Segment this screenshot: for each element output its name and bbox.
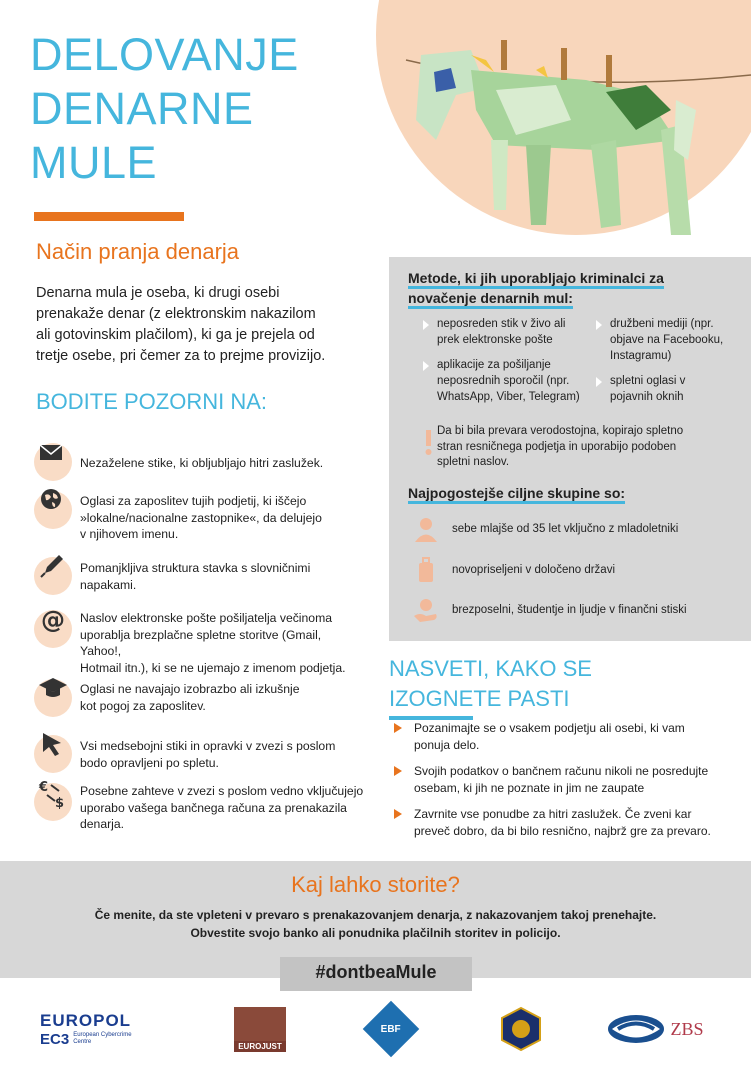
target-item	[412, 556, 615, 584]
method-line: prek elektronske pošte	[437, 334, 553, 346]
svg-text:$: $	[55, 796, 65, 809]
attention-item	[34, 443, 364, 481]
intro-line: ali gotovinskim plačilom), ki ga je prejela od	[36, 327, 315, 343]
attention-item	[34, 606, 364, 676]
method-item	[596, 373, 746, 405]
title-line-2: DENARNE	[30, 83, 254, 134]
coin-hand-icon	[412, 596, 440, 624]
tips-heading-line: IZOGNETE PASTI	[389, 686, 570, 711]
attention-item-line: uporabo vašega bančnega računa za prenakazila	[80, 800, 347, 815]
attention-item-line: Naslov elektronske pošte pošiljatelja večinoma	[80, 611, 333, 625]
targets-heading	[408, 483, 625, 503]
target-item	[412, 515, 678, 543]
methods-heading	[408, 268, 738, 308]
attention-item	[34, 679, 364, 717]
methods-heading-line: novačenje denarnih mul:	[408, 290, 573, 309]
attention-item-line: »lokalne/nacionalne zastopnike«, da delujejo	[80, 510, 322, 525]
header-illustration	[376, 0, 751, 250]
method-line: neposreden stik v živo ali	[437, 318, 566, 330]
target-text: novopriseljeni v določeno državi	[452, 564, 616, 576]
zbs-logo-text: ZBS	[670, 1018, 704, 1039]
tip-line: Pozanimajte se o vsakem podjetju ali osebi, ki vam	[414, 721, 685, 735]
targets-heading-text: Najpogostejše ciljne skupine so:	[408, 485, 625, 504]
attention-item	[34, 780, 364, 833]
luggage-icon	[412, 556, 440, 584]
section-heading-laundering: Način pranja denarja	[36, 239, 240, 264]
currency-exchange-icon	[34, 780, 72, 821]
target-text: brezposelni, študentje in ljudje v finančni stiski	[452, 604, 687, 616]
warning-line: stran resničnega podjetja in uporabijo podoben	[437, 440, 677, 453]
envelope-icon	[34, 443, 72, 481]
attention-item	[34, 735, 364, 773]
action-line: Obvestite svojo banko ali ponudnika plačilnih storitev in policijo.	[190, 926, 561, 940]
tip-line: Zavrnite vse ponudbe za hitri zaslužek. Če zveni kar	[414, 807, 692, 821]
tips-heading-line: NASVETI, KAKO SE	[389, 656, 592, 681]
tip-item	[394, 806, 734, 839]
tip-item	[394, 720, 734, 753]
warning-line: spletni naslov.	[437, 456, 510, 468]
intro-line: tretje osebe, pri čemer za to prejme provizijo.	[36, 348, 326, 364]
method-line: WhatsApp, Viber, Telegram)	[437, 391, 580, 403]
europol-logo-text: EUROPOL	[40, 1010, 132, 1030]
method-line: objave na Facebooku,	[610, 334, 724, 346]
target-text: sebe mlajše od 35 let vključno z mladoletniki	[452, 523, 679, 535]
methods-column-1	[423, 316, 593, 414]
ebf-logo-text: EBF	[381, 1023, 401, 1035]
tip-item	[394, 763, 734, 796]
method-item	[596, 316, 746, 364]
intro-paragraph	[36, 283, 356, 367]
svg-text:@: @	[41, 606, 65, 634]
attention-item-line: Posebne zahteve v zvezi s poslom vedno vključujejo	[80, 784, 364, 798]
warning-text	[437, 424, 737, 471]
europol-logo[interactable]	[40, 1003, 170, 1055]
method-item	[423, 316, 593, 348]
attention-item	[34, 491, 364, 543]
methods-column-2	[596, 316, 746, 414]
intro-line: Denarna mula je oseba, ki drugi osebi	[36, 285, 280, 301]
pen-nib-icon	[34, 557, 72, 595]
globe-icon	[34, 491, 72, 529]
attention-item-line: Vsi medsebojni stiki in opravki v zvezi s poslom	[80, 739, 336, 753]
zbs-logo[interactable]	[600, 1003, 710, 1055]
attention-item-line: Pomanjkljiva struktura stavka s slovničnimi	[80, 561, 311, 575]
ec3-logo-text: EC3	[40, 1030, 70, 1048]
attention-item-line: napakami.	[80, 577, 137, 592]
attention-item-line: bodo opravljeni po spletu.	[80, 755, 219, 770]
action-line: Če menite, da ste vpleteni v prevaro s prenakazovanjem denarja, z nakazovanjem takoj prenehajte.	[94, 908, 657, 922]
attention-item-line: Oglasi za zaposlitev tujih podjetij, ki iščejo	[80, 494, 307, 508]
hashtag-label: #dontbeaMule	[280, 957, 472, 991]
attention-item-line: Oglasi ne navajajo izobrazbo ali izkušnje	[80, 682, 300, 696]
youth-icon	[412, 515, 440, 543]
method-line: pojavnih oknih	[610, 391, 684, 403]
at-sign-icon	[34, 606, 72, 648]
attention-item-line: Nezaželene stike, ki obljubljajo hitri zaslužek.	[80, 456, 324, 470]
intro-line: prenakaže denar (z elektronskim nakazilom	[36, 306, 316, 322]
attention-item	[34, 557, 364, 595]
attention-item-line: uporablja brezplačne spletne storitve (Gmail, Yahoo!,	[80, 627, 322, 658]
eurojust-logo-text: EUROJUST	[234, 1041, 286, 1052]
action-heading: Kaj lahko storite?	[291, 872, 460, 897]
method-line: aplikacije za pošiljanje	[437, 359, 551, 371]
graduation-cap-icon	[34, 679, 72, 717]
ec3-logo-subtitle: European Cybercrime Centre	[73, 1032, 132, 1045]
ebf-logo[interactable]	[366, 1003, 416, 1055]
attention-item-line: Hotmail itn.), ki se ne ujemajo z imenom podjetja.	[80, 660, 346, 675]
method-line: spletni oglasi v	[610, 375, 686, 387]
ebf-emblem-icon	[363, 1001, 420, 1058]
cursor-arrow-icon	[34, 735, 72, 773]
zbs-emblem-icon	[606, 1012, 666, 1046]
title-underline	[34, 212, 184, 221]
method-line: neposrednih sporočil (npr.	[437, 375, 570, 387]
eurojust-emblem-icon	[234, 1007, 286, 1041]
method-line: Instagramu)	[610, 350, 672, 362]
tip-line: osebam, ki jih ne poznate in jim ne zaupate	[414, 780, 645, 795]
action-text	[0, 906, 751, 942]
attention-heading: BODITE POZORNI NA:	[36, 389, 268, 414]
attention-item-line: v njihovem imenu.	[80, 527, 179, 541]
tip-line: preveč dobro, da bi bilo resnično, najbrž gre za prevaro.	[414, 823, 711, 838]
title-line-3: MULE	[30, 137, 158, 188]
tip-line: ponuja delo.	[414, 737, 480, 752]
tips-heading	[389, 654, 689, 714]
methods-heading-line: Metode, ki jih uporabljajo kriminalci za	[408, 270, 664, 289]
page-title	[30, 28, 360, 190]
police-badge-icon	[498, 1006, 544, 1052]
attention-item-line: kot pogoj za zaposlitev.	[80, 698, 206, 713]
eurojust-logo[interactable]	[232, 1003, 288, 1055]
title-line-1: DELOVANJE	[30, 29, 299, 80]
police-badge-logo[interactable]	[496, 1003, 546, 1055]
attention-item-line: denarja.	[80, 817, 125, 831]
svg-text:€: €	[39, 780, 49, 795]
warning-line: Da bi bila prevara verodostojna, kopirajo spletno	[437, 425, 684, 437]
method-line: družbeni mediji (npr.	[610, 318, 714, 330]
tip-line: Svojih podatkov o bančnem računu nikoli ne posredujte	[414, 764, 709, 778]
method-item	[423, 357, 593, 405]
target-item	[412, 596, 687, 624]
warning-exclamation-icon	[420, 428, 438, 458]
